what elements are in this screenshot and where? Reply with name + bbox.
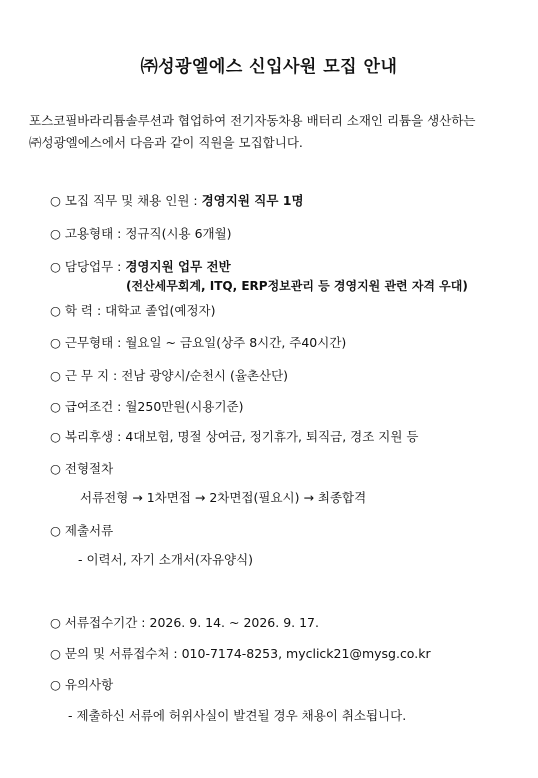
item-education-text: ○ 학 력 : 대학교 졸업(예정자)	[50, 303, 216, 318]
item-notes	[50, 677, 113, 693]
item-salary	[50, 399, 243, 415]
item-position-value: 경영지원 직무 1명	[201, 193, 304, 208]
item-work-type	[50, 335, 346, 351]
item-duty-note: (전산세무회계, ITQ, ERP정보관리 등 경영지원 관련 자격 우대)	[126, 279, 468, 293]
documents-list: - 이력서, 자기 소개서(자유양식)	[78, 552, 254, 567]
item-employment	[50, 226, 232, 242]
item-duty-value: 경영지원 업무 전반	[125, 259, 231, 274]
item-location-text: ○ 근 무 지 : 전남 광양시/순천시 (율촌산단)	[50, 368, 289, 383]
item-welfare	[50, 429, 419, 445]
item-process	[50, 461, 113, 477]
item-duty-label: ○ 담당업무 :	[50, 259, 126, 274]
intro-line-2: ㈜성광엘에스에서 다음과 같이 직원을 모집합니다.	[29, 135, 303, 150]
item-documents-label: ○ 제출서류	[50, 523, 114, 538]
page-title: ㈜성광엘에스 신입사원 모집 안내	[140, 57, 398, 77]
item-notes-label: ○ 유의사항	[50, 677, 114, 692]
item-work-type-text: ○ 근무형태 : 월요일 ~ 금요일(상주 8시간, 주40시간)	[50, 335, 347, 350]
item-process-label: ○ 전형절차	[50, 461, 114, 476]
notes-text: - 제출하신 서류에 허위사실이 발견될 경우 채용이 취소됩니다.	[68, 708, 407, 723]
item-contact	[50, 646, 431, 662]
intro-line-1: 포스코필바라리튬솔루션과 협업하여 전기자동차용 배터리 소재인 리튬을 생산하는	[29, 113, 476, 128]
intro-paragraph	[29, 110, 519, 154]
item-location	[50, 368, 288, 384]
item-documents	[50, 523, 113, 539]
process-steps: 서류전형 → 1차면접 → 2차면접(필요시) → 최종합격	[80, 490, 367, 505]
item-period-text: ○ 서류접수기간 : 2026. 9. 14. ~ 2026. 9. 17.	[50, 615, 319, 630]
item-duty	[50, 259, 231, 275]
item-position-label: ○ 모집 직무 및 채용 인원 :	[50, 193, 202, 208]
item-education	[50, 303, 216, 319]
item-contact-text: ○ 문의 및 서류접수처 : 010-7174-8253, myclick21@mysg.co.kr	[50, 646, 431, 661]
item-period	[50, 615, 319, 631]
item-welfare-text: ○ 복리후생 : 4대보험, 명절 상여금, 정기휴가, 퇴직금, 경조 지원 등	[50, 429, 419, 444]
item-position	[50, 193, 304, 209]
item-employment-text: ○ 고용형태 : 정규직(시용 6개월)	[50, 226, 232, 241]
item-salary-text: ○ 급여조건 : 월250만원(시용기준)	[50, 399, 244, 414]
